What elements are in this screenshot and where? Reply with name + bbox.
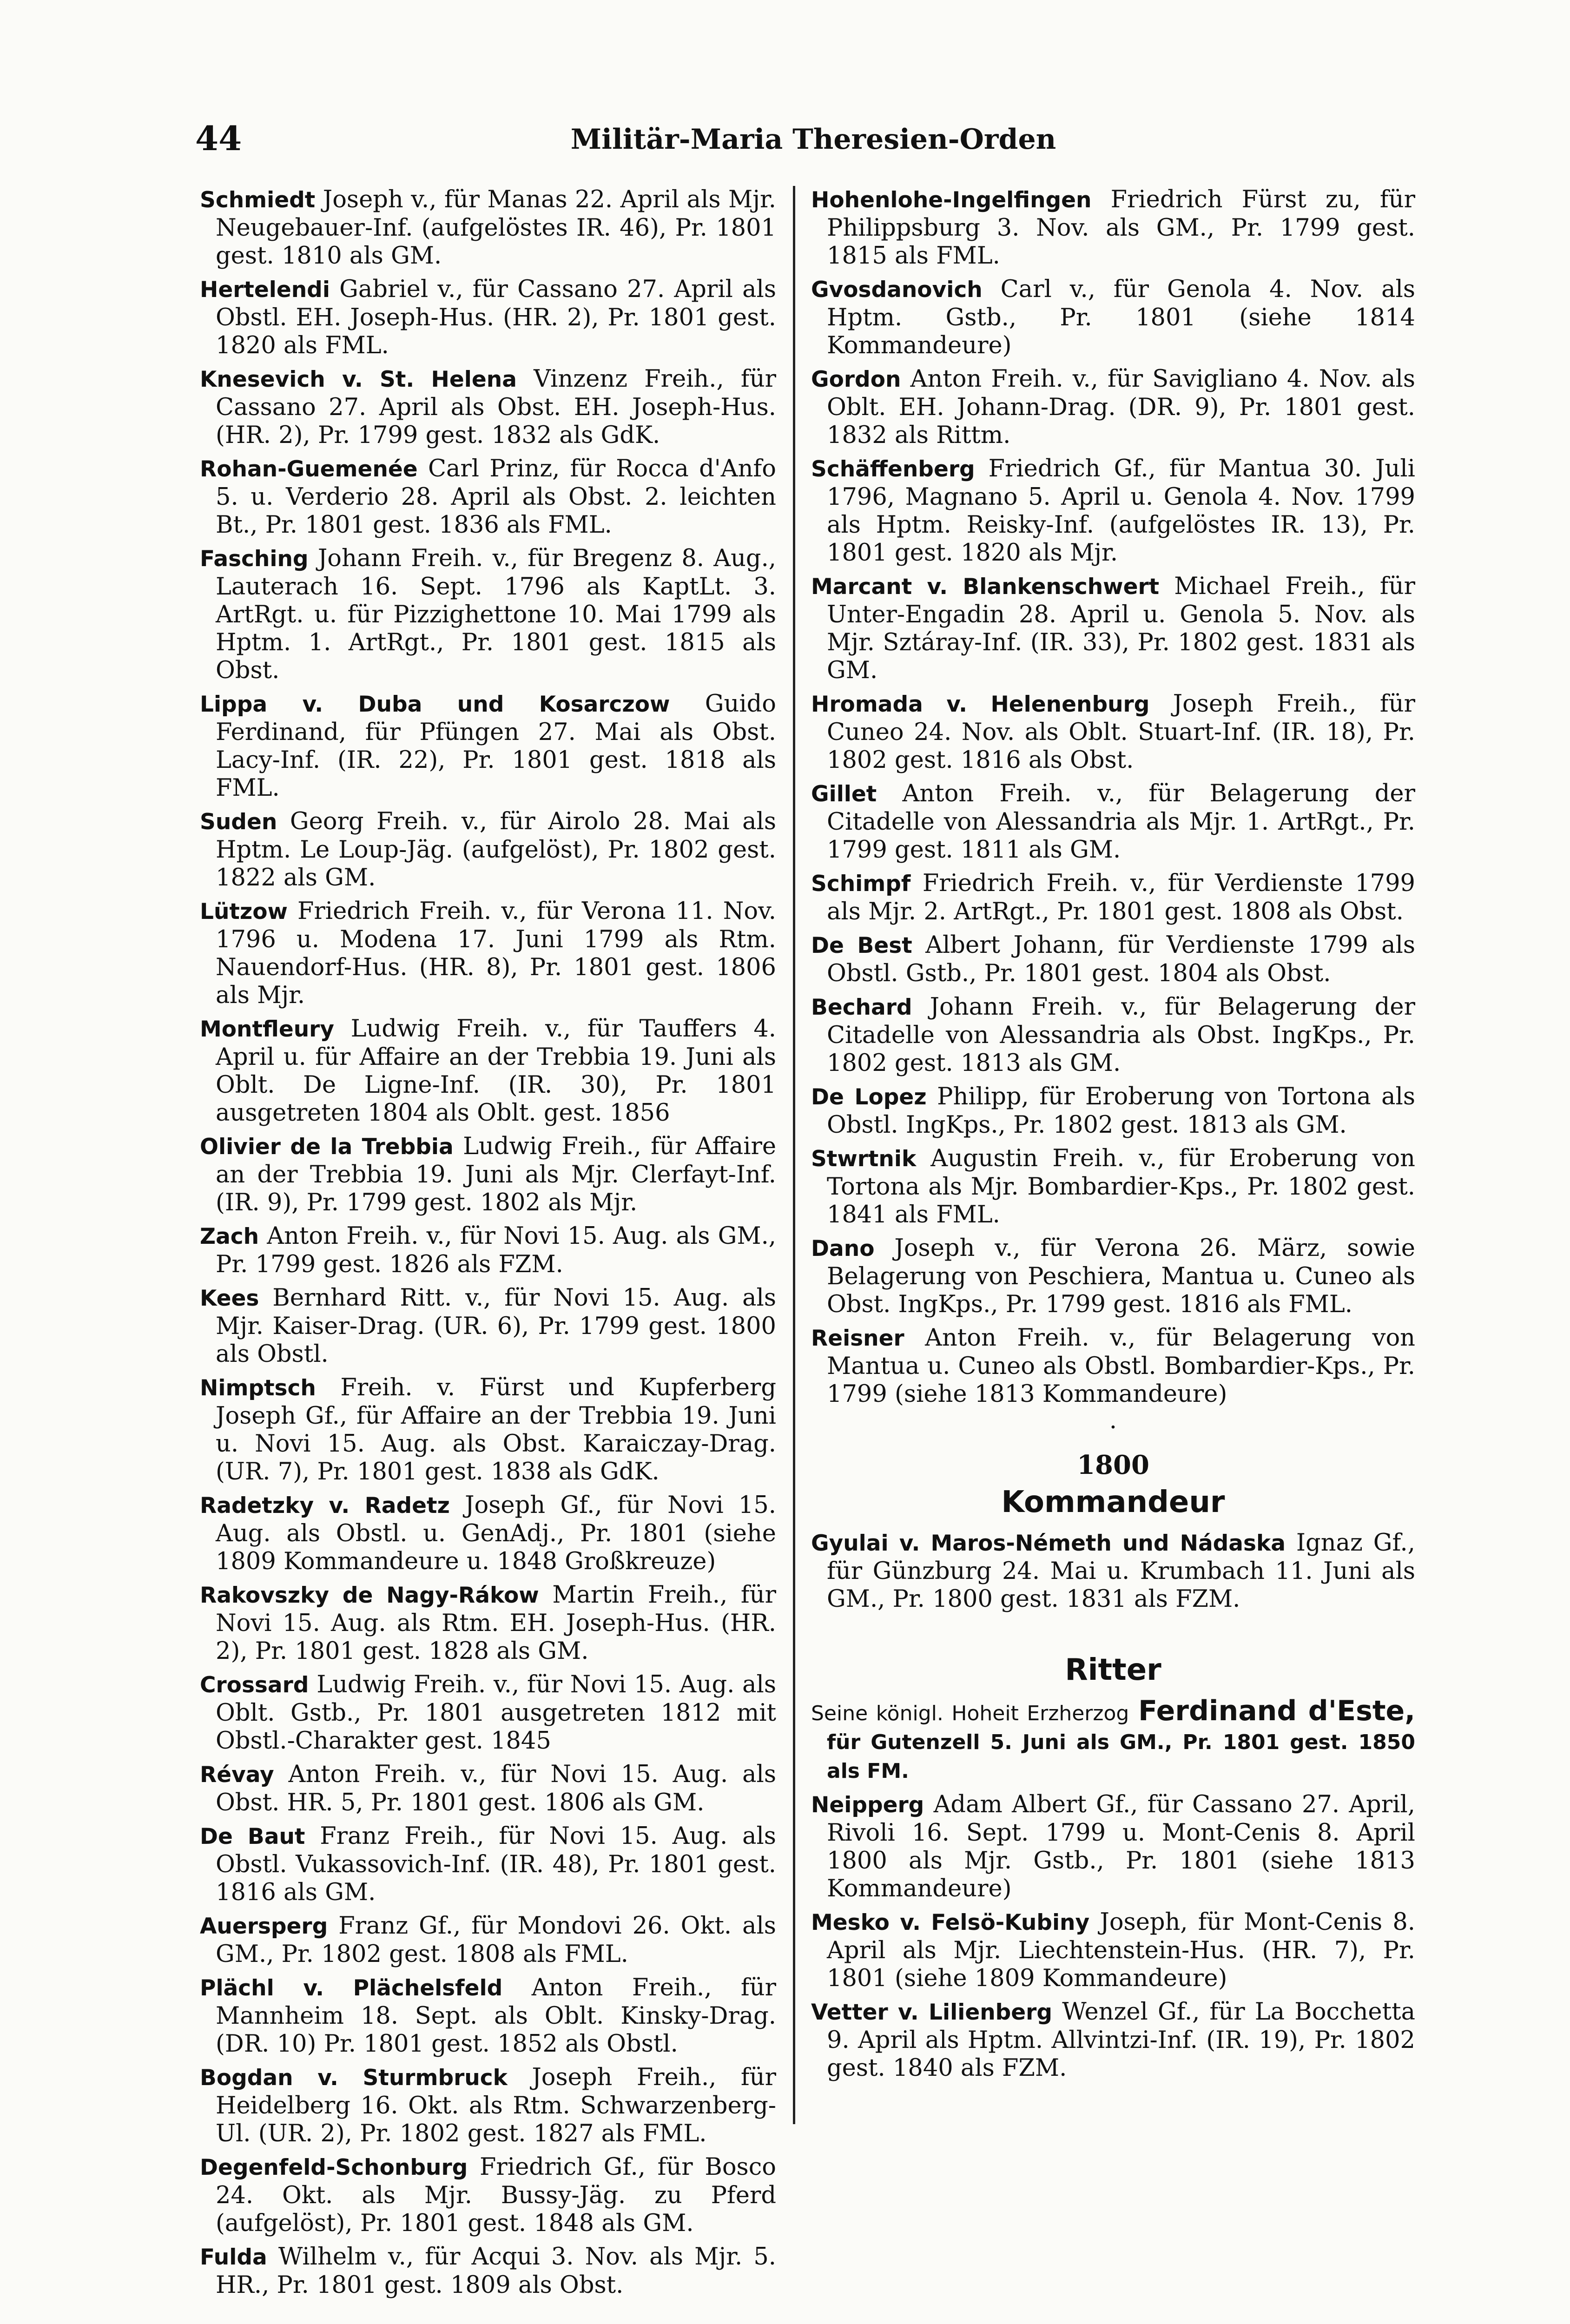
entry-text: Anton Freih. v., für Savigliano 4. Nov. als Oblt. EH. Johann-Drag. (DR. 9), Pr. 1801 gest. 1832 als Rittm. — [827, 365, 1415, 449]
entry-name: Dano — [811, 1236, 875, 1261]
entry-name: Kees — [200, 1286, 259, 1311]
entry-text: Friedrich Fürst zu, für Philippsburg 3. Nov. als GM., Pr. 1799 gest. 1815 als FML. — [827, 186, 1415, 270]
entry-text: Joseph, für Mont-Cenis 8. April als Mjr. Liechtenstein-Hus. (HR. 7), Pr. 1801 (siehe 1809 Kommandeure) — [827, 1908, 1416, 1992]
entry-name: Fasching — [200, 546, 309, 572]
entry — [200, 808, 776, 892]
entry-name: Stwrtnik — [811, 1146, 917, 1172]
entry — [200, 1761, 776, 1817]
entry-name: Fulda — [200, 2245, 267, 2270]
entry-text: Carl Prinz, für Rocca d'Anfo 5. u. Verderio 28. April als Obst. 2. leichten Bt., Pr. 1801 gest. 1836 als FML. — [216, 455, 776, 539]
entry-text: Anton Freih. v., für Novi 15. Aug. als GM., Pr. 1799 gest. 1826 als FZM. — [216, 1222, 776, 1278]
entry — [811, 573, 1415, 685]
entry-text: Martin Freih., für Novi 15. Aug. als Rtm. EH. Joseph-Hus. (HR. 2), Pr. 1801 gest. 1828 als GM. — [216, 1581, 777, 1665]
entry-text: Augustin Freih. v., für Eroberung von Tortona als Mjr. Bombardier-Kps., Pr. 1802 gest. 1841 als FML. — [827, 1145, 1415, 1228]
entry-text: Friedrich Freih. v., für Verdienste 1799 als Mjr. 2. ArtRgt., Pr. 1801 gest. 1808 als Obst. — [827, 870, 1415, 925]
entry-name: Neipperg — [811, 1792, 924, 1818]
entry-name: Olivier de la Trebbia — [200, 1134, 454, 1160]
entry — [811, 276, 1415, 360]
entry-name: Schimpf — [811, 871, 911, 897]
entry-name: De Baut — [200, 1824, 305, 1849]
entry-name: Rohan-Guemenée — [200, 456, 418, 482]
ritter-lead-entry — [811, 1697, 1415, 1785]
entry — [811, 931, 1415, 988]
entry-name: Gillet — [811, 781, 877, 807]
left-column — [200, 186, 776, 2305]
entry — [200, 898, 776, 1010]
entry — [811, 1235, 1415, 1319]
entry-text: Anton Freih. v., für Belagerung von Mantua u. Cuneo als Obstl. Bombardier-Kps., Pr. 1799 (siehe 1813 Kommandeure) — [827, 1324, 1415, 1408]
ritter-lead-name: Ferdinand d'Este, — [1138, 1695, 1415, 1727]
entry-text: Carl v., für Genola 4. Nov. als Hptm. Gstb., Pr. 1801 (siehe 1814 Kommandeure) — [827, 276, 1415, 359]
column-divider — [793, 186, 795, 2124]
ritter-lead-prefix: Seine königl. Hoheit Erzherzog — [811, 1702, 1129, 1725]
entry-name: Reisner — [811, 1326, 904, 1351]
entry-text: Ludwig Freih., für Affaire an der Trebbia 19. Juni als Mjr. Clerfayt-Inf. (IR. 9), Pr. 1799 gest. 1802 als Mjr. — [216, 1133, 777, 1216]
entry-text: Joseph Freih., für Heidelberg 16. Okt. als Rtm. Schwarzenberg-Ul. (UR. 2), Pr. 1802 gest. 1827 als FML. — [216, 2064, 776, 2147]
entry — [200, 2153, 776, 2238]
entry-text: Anton Freih. v., für Belagerung der Citadelle von Alessandria als Mjr. 1. ArtRgt., Pr. 1799 gest. 1811 als GM. — [827, 780, 1415, 864]
entry — [200, 186, 776, 270]
entry-text: Franz Gf., für Mondovi 26. Okt. als GM., Pr. 1802 gest. 1808 als FML. — [216, 1912, 776, 1968]
entry — [811, 780, 1415, 864]
entry — [200, 455, 776, 539]
entry-name: Plächl v. Plächelsfeld — [200, 1975, 503, 2001]
entry-name: Marcant v. Blankenschwert — [811, 574, 1160, 600]
section-separator: · — [1109, 1414, 1117, 1441]
entry-name: Hertelendi — [200, 277, 330, 303]
entry-name: Degenfeld-Schonburg — [200, 2155, 468, 2180]
entry-name: Gyulai v. Maros-Németh und Nádaska — [811, 1531, 1286, 1556]
entry-text: Albert Johann, für Verdienste 1799 als Obstl. Gstb., Pr. 1801 gest. 1804 als Obst. — [827, 931, 1415, 987]
entry — [200, 1822, 776, 1907]
entry-text: Bernhard Ritt. v., für Novi 15. Aug. als Mjr. Kaiser-Drag. (UR. 6), Pr. 1799 gest. 1800 als Obstl. — [216, 1284, 776, 1368]
entry — [200, 690, 776, 802]
entry-text: Wilhelm v., für Acqui 3. Nov. als Mjr. 5. HR., Pr. 1801 gest. 1809 als Obst. — [216, 2243, 776, 2299]
entry-name: Vetter v. Lilienberg — [811, 2000, 1052, 2025]
entry — [200, 1284, 776, 1368]
entry-text: Friedrich Gf., für Bosco 24. Okt. als Mjr. Bussy-Jäg. zu Pferd (aufgelöst), Pr. 1801 gest. 1848 als GM. — [216, 2153, 776, 2237]
entry — [200, 2064, 776, 2148]
entry-text: Joseph v., für Verona 26. März, sowie Belagerung von Peschiera, Mantua u. Cuneo als Obst. IngKps., Pr. 1799 gest. 1816 als FML. — [827, 1235, 1415, 1318]
entry — [200, 1581, 776, 1665]
entry — [200, 1671, 776, 1755]
entry-name: Lippa v. Duba und Kosarczow — [200, 692, 670, 717]
entry — [200, 365, 776, 449]
entry — [811, 455, 1415, 567]
entry — [811, 1908, 1415, 1993]
entry — [811, 1083, 1415, 1139]
entry-text: Adam Albert Gf., für Cassano 27. April, Rivoli 16. Sept. 1799 u. Mont-Cenis 8. April 1800 als Mjr. Gstb., Pr. 1801 (siehe 1813 Kommandeure) — [827, 1791, 1415, 1902]
right-column — [811, 186, 1415, 2088]
entry — [811, 870, 1415, 926]
entry — [200, 1492, 776, 1576]
entry-name: Lützow — [200, 899, 288, 924]
entry — [200, 1974, 776, 2058]
entry — [200, 545, 776, 685]
entry-name: Schäffenberg — [811, 456, 975, 482]
entry-name: Mesko v. Felsö-Kubiny — [811, 1910, 1090, 1935]
entry-text: Freih. v. Fürst und Kupferberg Joseph Gf., für Affaire an der Trebbia 19. Juni u. Novi 15. Aug. als Obst. Karaiczay-Drag. (UR. 7), Pr. 1801 gest. 1838 als GdK. — [216, 1374, 776, 1486]
entry-text: Philipp, für Eroberung von Tortona als Obstl. IngKps., Pr. 1802 gest. 1813 als GM. — [827, 1083, 1416, 1139]
entry — [200, 1133, 776, 1217]
entry — [200, 1374, 776, 1486]
entry-text: Joseph v., für Manas 22. April als Mjr. Neugebauer-Inf. (aufgelöstes IR. 46), Pr. 1801 gest. 1810 als GM. — [216, 186, 776, 270]
entry-name: Gordon — [811, 367, 901, 392]
entry — [811, 1529, 1415, 1613]
entry — [811, 186, 1415, 270]
entry — [200, 276, 776, 360]
page-number: 44 — [195, 119, 242, 158]
entry-text: Ignaz Gf., für Günzburg 24. Mai u. Krumbach 11. Juni als GM., Pr. 1800 gest. 1831 als FZM. — [827, 1529, 1415, 1613]
entry-name: Schmiedt — [200, 187, 316, 213]
entry — [200, 1912, 776, 1968]
entry-name: De Best — [811, 933, 912, 958]
entry-name: Hromada v. Helenenburg — [811, 692, 1150, 717]
entry-text: Guido Ferdinand, für Pfüngen 27. Mai als Obst. Lacy-Inf. (IR. 22), Pr. 1801 gest. 1818 als FML. — [216, 690, 777, 802]
entry-name: Suden — [200, 809, 277, 835]
entry — [811, 993, 1415, 1077]
entry-text: Georg Freih. v., für Airolo 28. Mai als Hptm. Le Loup-Jäg. (aufgelöst), Pr. 1802 gest. 1822 als GM. — [216, 808, 776, 891]
entry-name: Bogdan v. Sturmbruck — [200, 2065, 508, 2091]
entry-name: Radetzky v. Radetz — [200, 1493, 450, 1519]
ritter-lead-text: für Gutenzell 5. Juni als GM., Pr. 1801 gest. 1850 als FM. — [827, 1730, 1415, 1783]
kommandeur-heading: Kommandeur — [1001, 1485, 1225, 1519]
ritter-entries — [811, 1791, 1415, 2082]
entry-text: Ludwig Freih. v., für Tauffers 4. April u. für Affaire an der Trebbia 19. Juni als Oblt. De Ligne-Inf. (IR. 30), Pr. 1801 ausgetreten 1804 als Oblt. gest. 1856 — [216, 1015, 776, 1127]
kommandeur-entries — [811, 1529, 1415, 1613]
entry-name: Crossard — [200, 1672, 309, 1698]
entry — [811, 1324, 1415, 1408]
entry — [200, 1015, 776, 1127]
section-year: 1800 — [1077, 1450, 1149, 1480]
entry-text: Gabriel v., für Cassano 27. April als Obstl. EH. Joseph-Hus. (HR. 2), Pr. 1801 gest. 1820 als FML. — [216, 276, 776, 359]
entry-text: Johann Freih. v., für Bregenz 8. Aug., Lauterach 16. Sept. 1796 als KaptLt. 3. ArtRgt. u. für Pizzighettone 10. Mai 1799 als Hptm. 1. ArtRgt., Pr. 1801 gest. 1815 als Obst. — [216, 545, 776, 684]
entry-text: Vinzenz Freih., für Cassano 27. April als Obst. EH. Joseph-Hus. (HR. 2), Pr. 1799 gest. 1832 als GdK. — [216, 365, 776, 449]
entry-name: De Lopez — [811, 1084, 927, 1110]
entry-name: Hohenlohe-Ingelfingen — [811, 187, 1092, 213]
entry-text: Anton Freih., für Mannheim 18. Sept. als Oblt. Kinsky-Drag. (DR. 10) Pr. 1801 gest. 1852 als Obstl. — [216, 1974, 776, 2058]
entry — [811, 365, 1415, 449]
entry-text: Johann Freih. v., für Belagerung der Citadelle von Alessandria als Obst. IngKps., Pr. 1802 gest. 1813 als GM. — [827, 993, 1415, 1077]
entry-text: Joseph Gf., für Novi 15. Aug. als Obstl. u. GenAdj., Pr. 1801 (siehe 1809 Kommandeure u. 1848 Großkreuze) — [216, 1492, 776, 1575]
ritter-heading: Ritter — [1065, 1653, 1161, 1687]
entry-text: Friedrich Gf., für Mantua 30. Juli 1796, Magnano 5. April u. Genola 4. Nov. 1799 als Hptm. Reisky-Inf. (aufgelöstes IR. 13), Pr. 1801 gest. 1820 als Mjr. — [827, 455, 1415, 567]
running-title: Militär-Maria Theresien-Orden — [570, 123, 1056, 156]
entry-text: Friedrich Freih. v., für Verona 11. Nov. 1796 u. Modena 17. Juni 1799 als Rtm. Nauendorf-Hus. (HR. 8), Pr. 1801 gest. 1806 als Mjr. — [216, 898, 777, 1009]
entry — [811, 690, 1415, 774]
entry-name: Bechard — [811, 995, 912, 1020]
entry-text: Franz Freih., für Novi 15. Aug. als Obstl. Vukassovich-Inf. (IR. 48), Pr. 1801 gest. 1816 als GM. — [216, 1822, 776, 1906]
entry-text: Joseph Freih., für Cuneo 24. Nov. als Oblt. Stuart-Inf. (IR. 18), Pr. 1802 gest. 1816 als Obst. — [827, 690, 1415, 774]
page-header — [195, 119, 1431, 165]
entry-text: Michael Freih., für Unter-Engadin 28. April u. Genola 5. Nov. als Mjr. Sztáray-Inf. (IR. 33), Pr. 1802 gest. 1831 als GM. — [827, 573, 1416, 684]
entry-text: Anton Freih. v., für Novi 15. Aug. als Obst. HR. 5, Pr. 1801 gest. 1806 als GM. — [216, 1761, 776, 1816]
entry-name: Nimptsch — [200, 1375, 316, 1401]
entry-name: Gvosdanovich — [811, 277, 983, 303]
right-entries — [811, 186, 1415, 1408]
entry-name: Montfleury — [200, 1017, 334, 1042]
entry — [811, 1145, 1415, 1229]
entry-name: Rakovszky de Nagy-Rákow — [200, 1583, 539, 1608]
entry — [811, 1998, 1415, 2082]
entry-text: Ludwig Freih. v., für Novi 15. Aug. als Oblt. Gstb., Pr. 1801 ausgetreten 1812 mit Obstl.-Charakter gest. 1845 — [216, 1671, 776, 1755]
entry — [200, 2243, 776, 2299]
entry — [811, 1791, 1415, 1903]
entry — [200, 1222, 776, 1279]
entry-text: Wenzel Gf., für La Bocchetta 9. April als Hptm. Allvintzi-Inf. (IR. 19), Pr. 1802 gest. 1840 als FZM. — [827, 1998, 1415, 2082]
entry-name: Knesevich v. St. Helena — [200, 367, 517, 392]
entry-name: Révay — [200, 1762, 274, 1788]
entry-name: Auersperg — [200, 1914, 328, 1939]
entry-name: Zach — [200, 1224, 259, 1249]
